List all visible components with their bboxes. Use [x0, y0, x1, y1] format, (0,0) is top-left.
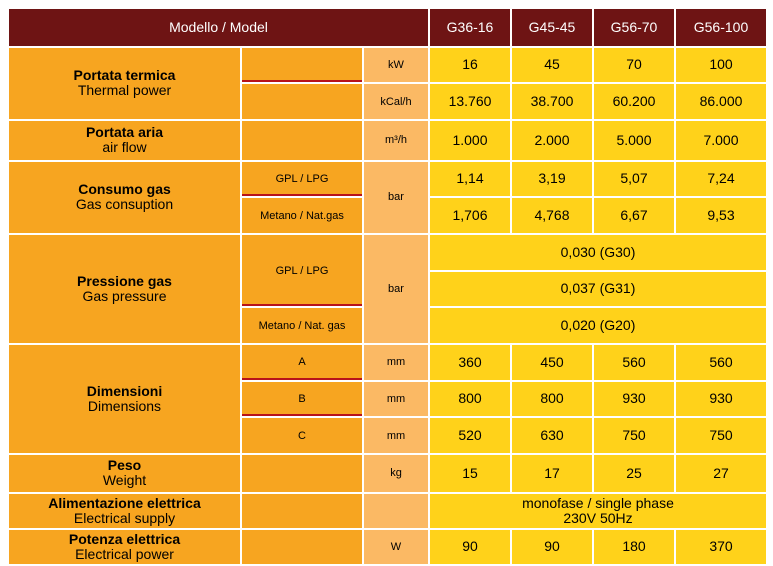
- thermal-power-kw-4: 100: [676, 46, 766, 83]
- dimensions-row-a: [9, 343, 766, 380]
- dimensions-c-4: 750: [676, 416, 766, 453]
- gas-consumption-nat-4: 9,53: [676, 196, 766, 233]
- dimensions-a-1: 360: [430, 343, 512, 380]
- electrical-supply-label-it: Alimentazione elettrica: [48, 494, 201, 511]
- weight-row: [9, 453, 766, 492]
- thermal-power-sub-1: [242, 46, 364, 83]
- gas-consumption-row-lpg: [9, 160, 766, 197]
- dimensions-c-1: 520: [430, 416, 512, 453]
- model-header-4: G56-100: [676, 9, 766, 46]
- thermal-power-kcal-3: 60.200: [594, 82, 676, 119]
- dimensions-a-3: 560: [594, 343, 676, 380]
- dimensions-sub-b: B: [242, 380, 364, 417]
- gas-consumption-lpg-1: 1,14: [430, 160, 512, 197]
- electrical-power-row: [9, 528, 766, 564]
- electrical-supply-label: [9, 492, 242, 529]
- dimensions-b-1: 800: [430, 380, 512, 417]
- header-row: [9, 9, 766, 46]
- dimensions-unit-a: mm: [364, 343, 430, 380]
- weight-label: [9, 453, 242, 492]
- thermal-power-kw-1: 16: [430, 46, 512, 83]
- weight-value-2: 17: [512, 453, 594, 492]
- gas-consumption-label: [9, 160, 242, 233]
- gas-pressure-label-en: Gas pressure: [82, 287, 167, 304]
- weight-label-en: Weight: [102, 472, 147, 489]
- dimensions-a-4: 560: [676, 343, 766, 380]
- dimensions-c-2: 630: [512, 416, 594, 453]
- thermal-power-unit-kcal: kCal/h: [364, 82, 430, 119]
- weight-value-3: 25: [594, 453, 676, 492]
- electrical-power-value-2: 90: [512, 528, 594, 564]
- thermal-power-kcal-1: 13.760: [430, 82, 512, 119]
- dimensions-b-4: 930: [676, 380, 766, 417]
- air-flow-label: [9, 119, 242, 160]
- thermal-power-label: [9, 46, 242, 119]
- air-flow-value-4: 7.000: [676, 119, 766, 160]
- gas-consumption-label-it: Consumo gas: [78, 180, 171, 197]
- dimensions-label: [9, 343, 242, 453]
- gas-consumption-nat-3: 6,67: [594, 196, 676, 233]
- gas-consumption-lpg-3: 5,07: [594, 160, 676, 197]
- gas-consumption-sub-nat: Metano / Nat.gas: [242, 196, 364, 233]
- air-flow-row: [9, 119, 766, 160]
- gas-consumption-nat-2: 4,768: [512, 196, 594, 233]
- electrical-power-value-1: 90: [430, 528, 512, 564]
- dimensions-unit-b: mm: [364, 380, 430, 417]
- air-flow-unit: m³/h: [364, 119, 430, 160]
- model-header-2: G45-45: [512, 9, 594, 46]
- gas-consumption-sub-lpg: GPL / LPG: [242, 160, 364, 197]
- electrical-supply-line-2: 230V 50Hz: [563, 509, 633, 526]
- dimensions-c-3: 750: [594, 416, 676, 453]
- weight-sub: [242, 453, 364, 492]
- weight-unit: kg: [364, 453, 430, 492]
- gas-pressure-sub-lpg: GPL / LPG: [242, 233, 364, 306]
- air-flow-label-en: air flow: [102, 139, 147, 156]
- electrical-power-sub: [242, 528, 364, 564]
- electrical-supply-unit: [364, 492, 430, 529]
- dimensions-unit-c: mm: [364, 416, 430, 453]
- gas-pressure-unit: bar: [364, 233, 430, 343]
- gas-pressure-g31: 0,037 (G31): [430, 270, 766, 307]
- thermal-power-kw-3: 70: [594, 46, 676, 83]
- dimensions-b-3: 930: [594, 380, 676, 417]
- dimensions-sub-a: A: [242, 343, 364, 380]
- electrical-supply-value: [430, 492, 766, 529]
- thermal-power-kcal-4: 86.000: [676, 82, 766, 119]
- electrical-power-value-3: 180: [594, 528, 676, 564]
- electrical-supply-sub: [242, 492, 364, 529]
- thermal-power-label-it: Portata termica: [73, 66, 176, 83]
- thermal-power-sub-2: [242, 82, 364, 119]
- weight-value-4: 27: [676, 453, 766, 492]
- dimensions-a-2: 450: [512, 343, 594, 380]
- air-flow-value-2: 2.000: [512, 119, 594, 160]
- air-flow-sub: [242, 119, 364, 160]
- electrical-power-unit: W: [364, 528, 430, 564]
- model-header-3: G56-70: [594, 9, 676, 46]
- gas-pressure-g30: 0,030 (G30): [430, 233, 766, 270]
- specifications-table: [9, 9, 766, 564]
- gas-consumption-unit: bar: [364, 160, 430, 233]
- electrical-supply-label-en: Electrical supply: [73, 509, 176, 526]
- model-header-1: G36-16: [430, 9, 512, 46]
- electrical-supply-row: [9, 492, 766, 529]
- electrical-power-label-it: Potenza elettrica: [68, 530, 181, 547]
- weight-label-it: Peso: [107, 456, 142, 473]
- weight-value-1: 15: [430, 453, 512, 492]
- thermal-power-unit-kw: kW: [364, 46, 430, 83]
- gas-pressure-g20: 0,020 (G20): [430, 306, 766, 343]
- air-flow-value-1: 1.000: [430, 119, 512, 160]
- electrical-power-value-4: 370: [676, 528, 766, 564]
- dimensions-label-it: Dimensioni: [86, 382, 163, 399]
- dimensions-sub-c: C: [242, 416, 364, 453]
- air-flow-label-it: Portata aria: [85, 123, 164, 140]
- thermal-power-kcal-2: 38.700: [512, 82, 594, 119]
- gas-consumption-lpg-2: 3,19: [512, 160, 594, 197]
- air-flow-value-3: 5.000: [594, 119, 676, 160]
- gas-consumption-lpg-4: 7,24: [676, 160, 766, 197]
- model-header: Modello / Model: [9, 9, 430, 46]
- gas-pressure-label: [9, 233, 242, 343]
- electrical-power-label-en: Electrical power: [75, 546, 174, 563]
- gas-consumption-label-en: Gas consuption: [75, 196, 174, 213]
- thermal-power-label-en: Thermal power: [77, 82, 172, 99]
- dimensions-b-2: 800: [512, 380, 594, 417]
- dimensions-label-en: Dimensions: [87, 397, 162, 414]
- gas-pressure-row-g30: [9, 233, 766, 270]
- thermal-power-kw-2: 45: [512, 46, 594, 83]
- gas-pressure-sub-nat: Metano / Nat. gas: [242, 306, 364, 343]
- gas-consumption-nat-1: 1,706: [430, 196, 512, 233]
- gas-pressure-label-it: Pressione gas: [77, 272, 172, 289]
- electrical-supply-line-1: monofase / single phase: [522, 494, 674, 511]
- thermal-power-row-kw: [9, 46, 766, 83]
- electrical-power-label: [9, 528, 242, 564]
